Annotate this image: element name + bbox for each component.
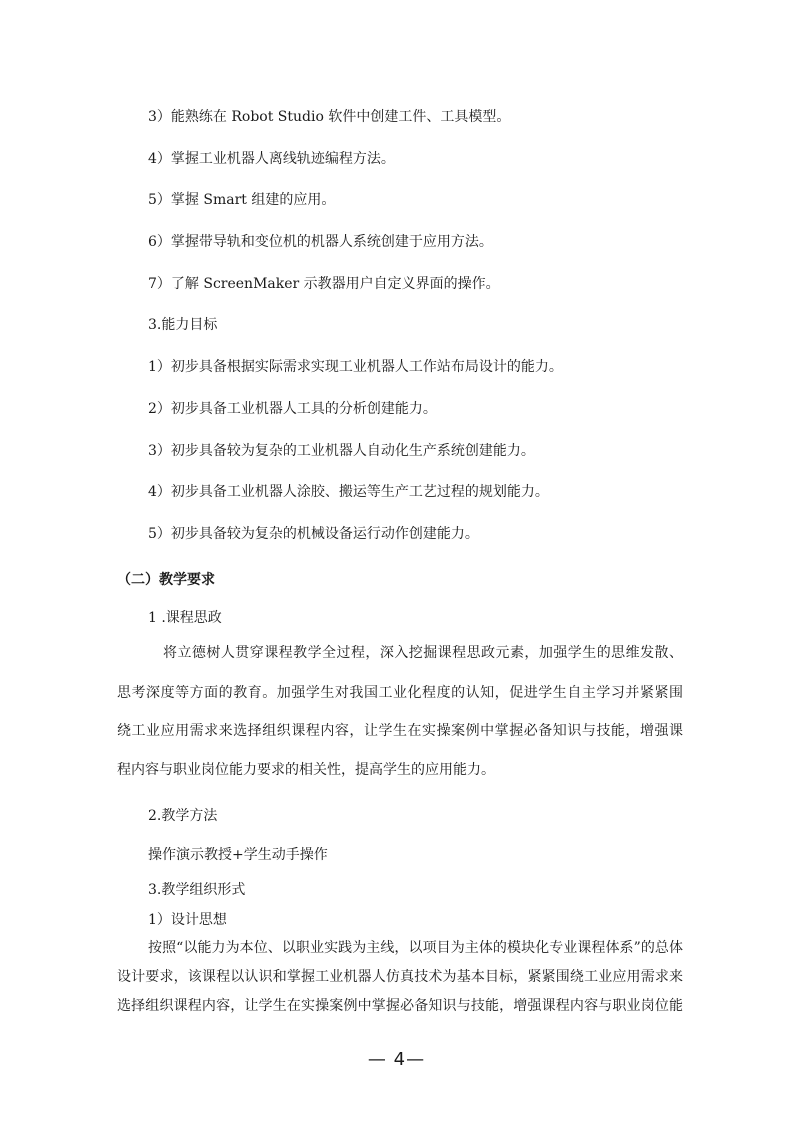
knowledge-item-7: 7）了解 ScreenMaker 示教器用户自定义界面的操作。	[148, 276, 500, 292]
knowledge-item-5: 5）掌握 Smart 组建的应用。	[148, 192, 336, 208]
ability-item-5: 5）初步具备较为复杂的机械设备运行动作创建能力。	[148, 526, 479, 542]
ability-item-4: 4）初步具备工业机器人涂胶、搬运等生产工艺过程的规划能力。	[148, 484, 549, 500]
design-paragraph-line-3: 选择组织课程内容，让学生在实操案例中掌握必备知识与技能，增强课程内容与职业岗位能	[117, 998, 683, 1014]
ideology-paragraph-line-4: 程内容与职业岗位能力要求的相关性，提高学生的应用能力。	[117, 762, 495, 778]
ideology-paragraph-line-3: 绕工业应用需求来选择组织课程内容，让学生在实操案例中掌握必备知识与技能，增强课	[117, 723, 683, 739]
ideology-paragraph-line-1: 将立德树人贯穿课程教学全过程，深入挖掘课程思政元素，加强学生的思维发散、	[163, 645, 683, 661]
method-heading: 2.教学方法	[148, 808, 218, 824]
page-number: — 4—	[367, 1049, 426, 1070]
method-text: 操作演示教授+学生动手操作	[148, 847, 328, 863]
design-paragraph-line-2: 设计要求，该课程以认识和掌握工业机器人仿真技术为基本目标，紧紧围绕工业应用需求来	[117, 969, 683, 985]
ideology-heading: 1 .课程思政	[148, 610, 222, 626]
ability-item-1: 1）初步具备根据实际需求实现工业机器人工作站布局设计的能力。	[148, 359, 563, 375]
ability-item-3: 3）初步具备较为复杂的工业机器人自动化生产系统创建能力。	[148, 443, 535, 459]
design-heading: 1）设计思想	[148, 912, 227, 928]
ideology-paragraph-line-2: 思考深度等方面的教育。加强学生对我国工业化程度的认知，促进学生自主学习并紧紧围	[117, 685, 683, 701]
ability-item-2: 2）初步具备工业机器人工具的分析创建能力。	[148, 401, 437, 417]
design-paragraph-line-1: 按照“以能力为本位、以职业实践为主线，以项目为主体的模块化专业课程体系”的总体	[148, 940, 683, 956]
knowledge-item-3: 3）能熟练在 Robot Studio 软件中创建工件、工具模型。	[148, 109, 511, 125]
ability-heading: 3.能力目标	[148, 317, 218, 333]
org-heading: 3.教学组织形式	[148, 882, 246, 898]
section-heading: （二）教学要求	[117, 572, 215, 588]
knowledge-item-4: 4）掌握工业机器人离线轨迹编程方法。	[148, 151, 395, 167]
knowledge-item-6: 6）掌握带导轨和变位机的机器人系统创建于应用方法。	[148, 234, 493, 250]
